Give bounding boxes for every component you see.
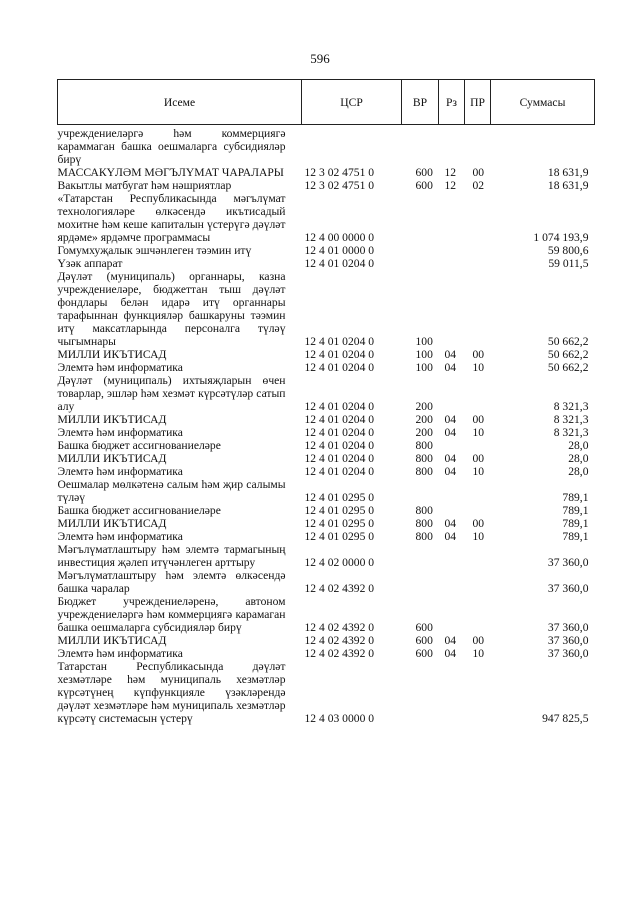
table-body (58, 125, 595, 726)
row-rz (439, 439, 465, 452)
row-sum: 50 662,2 (547, 348, 589, 361)
table-row (58, 543, 595, 569)
row-csr: 12 4 01 0204 0 (304, 413, 375, 426)
row-vr: 800 (415, 530, 433, 543)
row-sum (491, 125, 595, 167)
row-csr: 12 4 01 0204 0 (304, 426, 375, 439)
row-name: Мәгълүматлаштыру һәм элемтә өлкәсендә башка чаралар (57, 569, 286, 595)
row-csr: 12 4 01 0204 0 (304, 348, 375, 361)
header-rz: Рз (439, 80, 465, 125)
row-csr: 12 4 03 0000 0 (304, 712, 375, 725)
row-vr (402, 192, 439, 244)
row-rz (439, 257, 465, 270)
row-sum: 50 662,2 (547, 361, 589, 374)
row-name: «Татарстан Республикасында мәгълүмат технологияләре өлкәсендә икътисадый мохитне һәм кеше капиталын үстерүгә дәүләт ярдәме» ярдәмче программасы (57, 192, 286, 244)
table-row (58, 452, 595, 465)
table-row (58, 517, 595, 530)
row-vr: 600 (415, 179, 433, 192)
row-pr: 00 (472, 348, 485, 361)
row-pr: 10 (472, 465, 485, 478)
table-row (58, 257, 595, 270)
row-sum: 789,1 (562, 517, 589, 530)
row-rz (439, 504, 465, 517)
row-rz (439, 660, 465, 725)
row-csr: 12 4 01 0204 0 (304, 335, 375, 348)
row-name: Үзәк аппарат (57, 257, 123, 270)
row-sum: 37 360,0 (547, 634, 589, 647)
row-pr: 00 (472, 166, 485, 179)
row-sum: 18 631,9 (547, 166, 589, 179)
row-vr: 600 (415, 621, 433, 634)
row-vr: 800 (415, 439, 433, 452)
row-sum: 28,0 (568, 439, 589, 452)
row-sum: 8 321,3 (553, 426, 589, 439)
row-rz (439, 543, 465, 569)
row-name: Вакытлы матбугат һәм нәшриятлар (57, 179, 232, 192)
row-csr: 12 3 02 4751 0 (304, 179, 375, 192)
row-name: МАССАКҮЛӘМ МӘГЪЛҮМАТ ЧАРАЛАРЫ (57, 166, 284, 179)
row-name: Дәүләт (муниципаль) ихтыяҗларын өчен товарлар, эшләр һәм хезмәт күрсәтүләр сатып алу (57, 374, 286, 413)
row-csr: 12 4 01 0204 0 (304, 465, 375, 478)
row-vr: 200 (415, 413, 433, 426)
row-csr: 12 4 01 0295 0 (304, 491, 375, 504)
row-csr: 12 4 02 0000 0 (304, 556, 375, 569)
budget-table (57, 79, 595, 725)
row-rz: 12 (444, 166, 457, 179)
row-csr: 12 4 02 4392 0 (304, 621, 375, 634)
row-sum: 789,1 (562, 491, 589, 504)
row-vr (402, 257, 439, 270)
row-rz: 12 (444, 179, 457, 192)
table-row (58, 439, 595, 452)
row-rz (439, 192, 465, 244)
row-name: МИЛЛИ ИКЪТИСАД (57, 413, 167, 426)
row-vr (402, 244, 439, 257)
row-vr (402, 660, 439, 725)
table-row (58, 634, 595, 647)
row-rz: 04 (444, 517, 457, 530)
row-pr: 00 (472, 634, 485, 647)
row-csr: 12 4 01 0000 0 (304, 244, 375, 257)
table-row (58, 270, 595, 348)
row-sum: 37 360,0 (547, 647, 589, 660)
row-vr (402, 569, 439, 595)
row-csr: 12 4 01 0204 0 (304, 439, 375, 452)
header-csr: ЦСР (302, 80, 402, 125)
row-vr: 800 (415, 452, 433, 465)
row-csr: 12 4 01 0204 0 (304, 257, 375, 270)
row-pr: 10 (472, 647, 485, 660)
row-pr (465, 660, 491, 725)
row-vr: 100 (415, 335, 433, 348)
table-row (58, 660, 595, 725)
row-csr: 12 4 01 0204 0 (304, 361, 375, 374)
row-pr (465, 595, 491, 634)
header-vr: ВР (402, 80, 439, 125)
row-sum: 947 825,5 (542, 712, 589, 725)
row-name: Элемтә һәм информатика (57, 647, 183, 660)
row-rz: 04 (444, 413, 457, 426)
table-row (58, 504, 595, 517)
header-sum: Суммасы (491, 80, 595, 125)
row-sum: 37 360,0 (547, 621, 589, 634)
row-vr: 200 (415, 400, 433, 413)
row-csr: 12 4 02 4392 0 (304, 634, 375, 647)
row-name: Элемтә һәм информатика (57, 361, 183, 374)
table-row (58, 374, 595, 413)
row-vr: 800 (415, 465, 433, 478)
row-sum: 37 360,0 (547, 582, 589, 595)
row-pr (465, 125, 491, 167)
row-pr (465, 504, 491, 517)
row-rz: 04 (444, 452, 457, 465)
row-csr: 12 4 01 0295 0 (304, 530, 375, 543)
table-row (58, 478, 595, 504)
row-name: Оешмалар мөлкәтенә салым һәм җир салымы түләү (57, 478, 286, 504)
row-csr: 12 4 01 0204 0 (304, 452, 375, 465)
row-csr (302, 125, 402, 167)
row-sum: 18 631,9 (547, 179, 589, 192)
row-name: МИЛЛИ ИКЪТИСАД (57, 517, 167, 530)
row-rz: 04 (444, 530, 457, 543)
row-name: учреждениеләргә һәм коммерциягә караммаган башка оешмаларга субсидияләр бирү (57, 127, 286, 166)
row-sum: 59 011,5 (548, 257, 589, 270)
row-pr (465, 270, 491, 348)
row-rz (439, 125, 465, 167)
table-row (58, 348, 595, 361)
row-sum: 50 662,2 (547, 335, 589, 348)
row-pr (465, 543, 491, 569)
row-name: Бюджет учреждениеләренә, автоном учреждениеләргә һәм коммерциягә карамаган башка оешмаларга субсидияләр бирү (57, 595, 286, 634)
table-row (58, 244, 595, 257)
row-name: Элемтә һәм информатика (57, 426, 183, 439)
row-pr: 00 (472, 452, 485, 465)
row-pr: 00 (472, 413, 485, 426)
row-rz (439, 478, 465, 504)
row-name: Гомумхуҗалык эшчәнлеген тәэмин итү (57, 244, 252, 257)
row-rz: 04 (444, 634, 457, 647)
row-vr (402, 478, 439, 504)
row-vr: 100 (415, 361, 433, 374)
table-row (58, 595, 595, 634)
row-rz: 04 (444, 361, 457, 374)
row-rz (439, 374, 465, 413)
row-sum: 8 321,3 (553, 413, 589, 426)
table-row (58, 569, 595, 595)
row-vr: 600 (415, 634, 433, 647)
table-row (58, 361, 595, 374)
row-vr: 800 (415, 504, 433, 517)
row-vr: 600 (415, 647, 433, 660)
row-sum: 789,1 (562, 530, 589, 543)
budget-table-container (57, 79, 594, 725)
row-rz (439, 595, 465, 634)
row-name: Мәгълүматлаштыру һәм элемтә тармагының инвестиция җәлеп итүчәнлеген арттыру (57, 543, 286, 569)
row-csr: 12 3 02 4751 0 (304, 166, 375, 179)
page-number: 596 (310, 51, 330, 66)
row-pr (465, 374, 491, 413)
row-pr: 02 (472, 179, 485, 192)
row-vr: 800 (415, 517, 433, 530)
table-row (58, 166, 595, 179)
row-vr (402, 543, 439, 569)
row-rz: 04 (444, 647, 457, 660)
row-rz: 04 (444, 465, 457, 478)
row-pr: 10 (472, 361, 485, 374)
row-name: Татарстан Республикасында дәүләт хезмәтләре һәм муниципаль хезмәтләр күрсәтүнең күпфункцияле үзәкләрендә дәүләт хезмәтләре һәм муниципаль хезмәтләр күрсәтү системасын үстерү (57, 660, 286, 725)
row-pr: 10 (472, 530, 485, 543)
row-vr: 100 (415, 348, 433, 361)
row-csr: 12 4 02 4392 0 (304, 647, 375, 660)
row-vr: 200 (415, 426, 433, 439)
row-pr (465, 244, 491, 257)
row-name: МИЛЛИ ИКЪТИСАД (57, 634, 167, 647)
row-sum: 28,0 (568, 465, 589, 478)
row-csr: 12 4 00 0000 0 (304, 231, 375, 244)
row-rz (439, 244, 465, 257)
row-rz: 04 (444, 348, 457, 361)
row-name: Башка бюджет ассигнованиеләре (57, 439, 221, 452)
table-row (58, 647, 595, 660)
row-pr: 00 (472, 517, 485, 530)
row-pr: 10 (472, 426, 485, 439)
table-row (58, 179, 595, 192)
row-sum: 8 321,3 (553, 400, 589, 413)
row-pr (465, 439, 491, 452)
row-name: МИЛЛИ ИКЪТИСАД (57, 452, 167, 465)
row-name: МИЛЛИ ИКЪТИСАД (57, 348, 167, 361)
table-row (58, 192, 595, 244)
row-pr (465, 192, 491, 244)
row-rz (439, 270, 465, 348)
table-row (58, 125, 595, 167)
row-csr: 12 4 02 4392 0 (304, 582, 375, 595)
row-name: Элемтә һәм информатика (57, 465, 183, 478)
row-name: Элемтә һәм информатика (57, 530, 183, 543)
table-row (58, 530, 595, 543)
row-sum: 28,0 (568, 452, 589, 465)
row-csr: 12 4 01 0295 0 (304, 517, 375, 530)
table-row (58, 413, 595, 426)
row-vr: 600 (415, 166, 433, 179)
header-name: Исеме (58, 80, 302, 125)
row-name: Башка бюджет ассигнованиеләре (57, 504, 221, 517)
row-rz (439, 569, 465, 595)
row-rz: 04 (444, 426, 457, 439)
header-pr: ПР (465, 80, 491, 125)
row-pr (465, 257, 491, 270)
table-header-row (58, 80, 595, 125)
table-row (58, 426, 595, 439)
row-pr (465, 478, 491, 504)
row-name: Дәүләт (муниципаль) органнары, казна учреждениеләре, бюджеттан тыш дәүләт фондлары белән идарә итү органнары тарафыннан функцияләр башкаруны тәэмин итү максатларында персоналга түләү чыгымнары (57, 270, 286, 348)
row-sum: 59 800,6 (547, 244, 589, 257)
row-sum: 37 360,0 (547, 556, 589, 569)
row-sum: 1 074 193,9 (533, 231, 589, 244)
row-csr: 12 4 01 0204 0 (304, 400, 375, 413)
row-csr: 12 4 01 0295 0 (304, 504, 375, 517)
row-vr (402, 125, 439, 167)
table-row (58, 465, 595, 478)
row-pr (465, 569, 491, 595)
row-sum: 789,1 (562, 504, 589, 517)
